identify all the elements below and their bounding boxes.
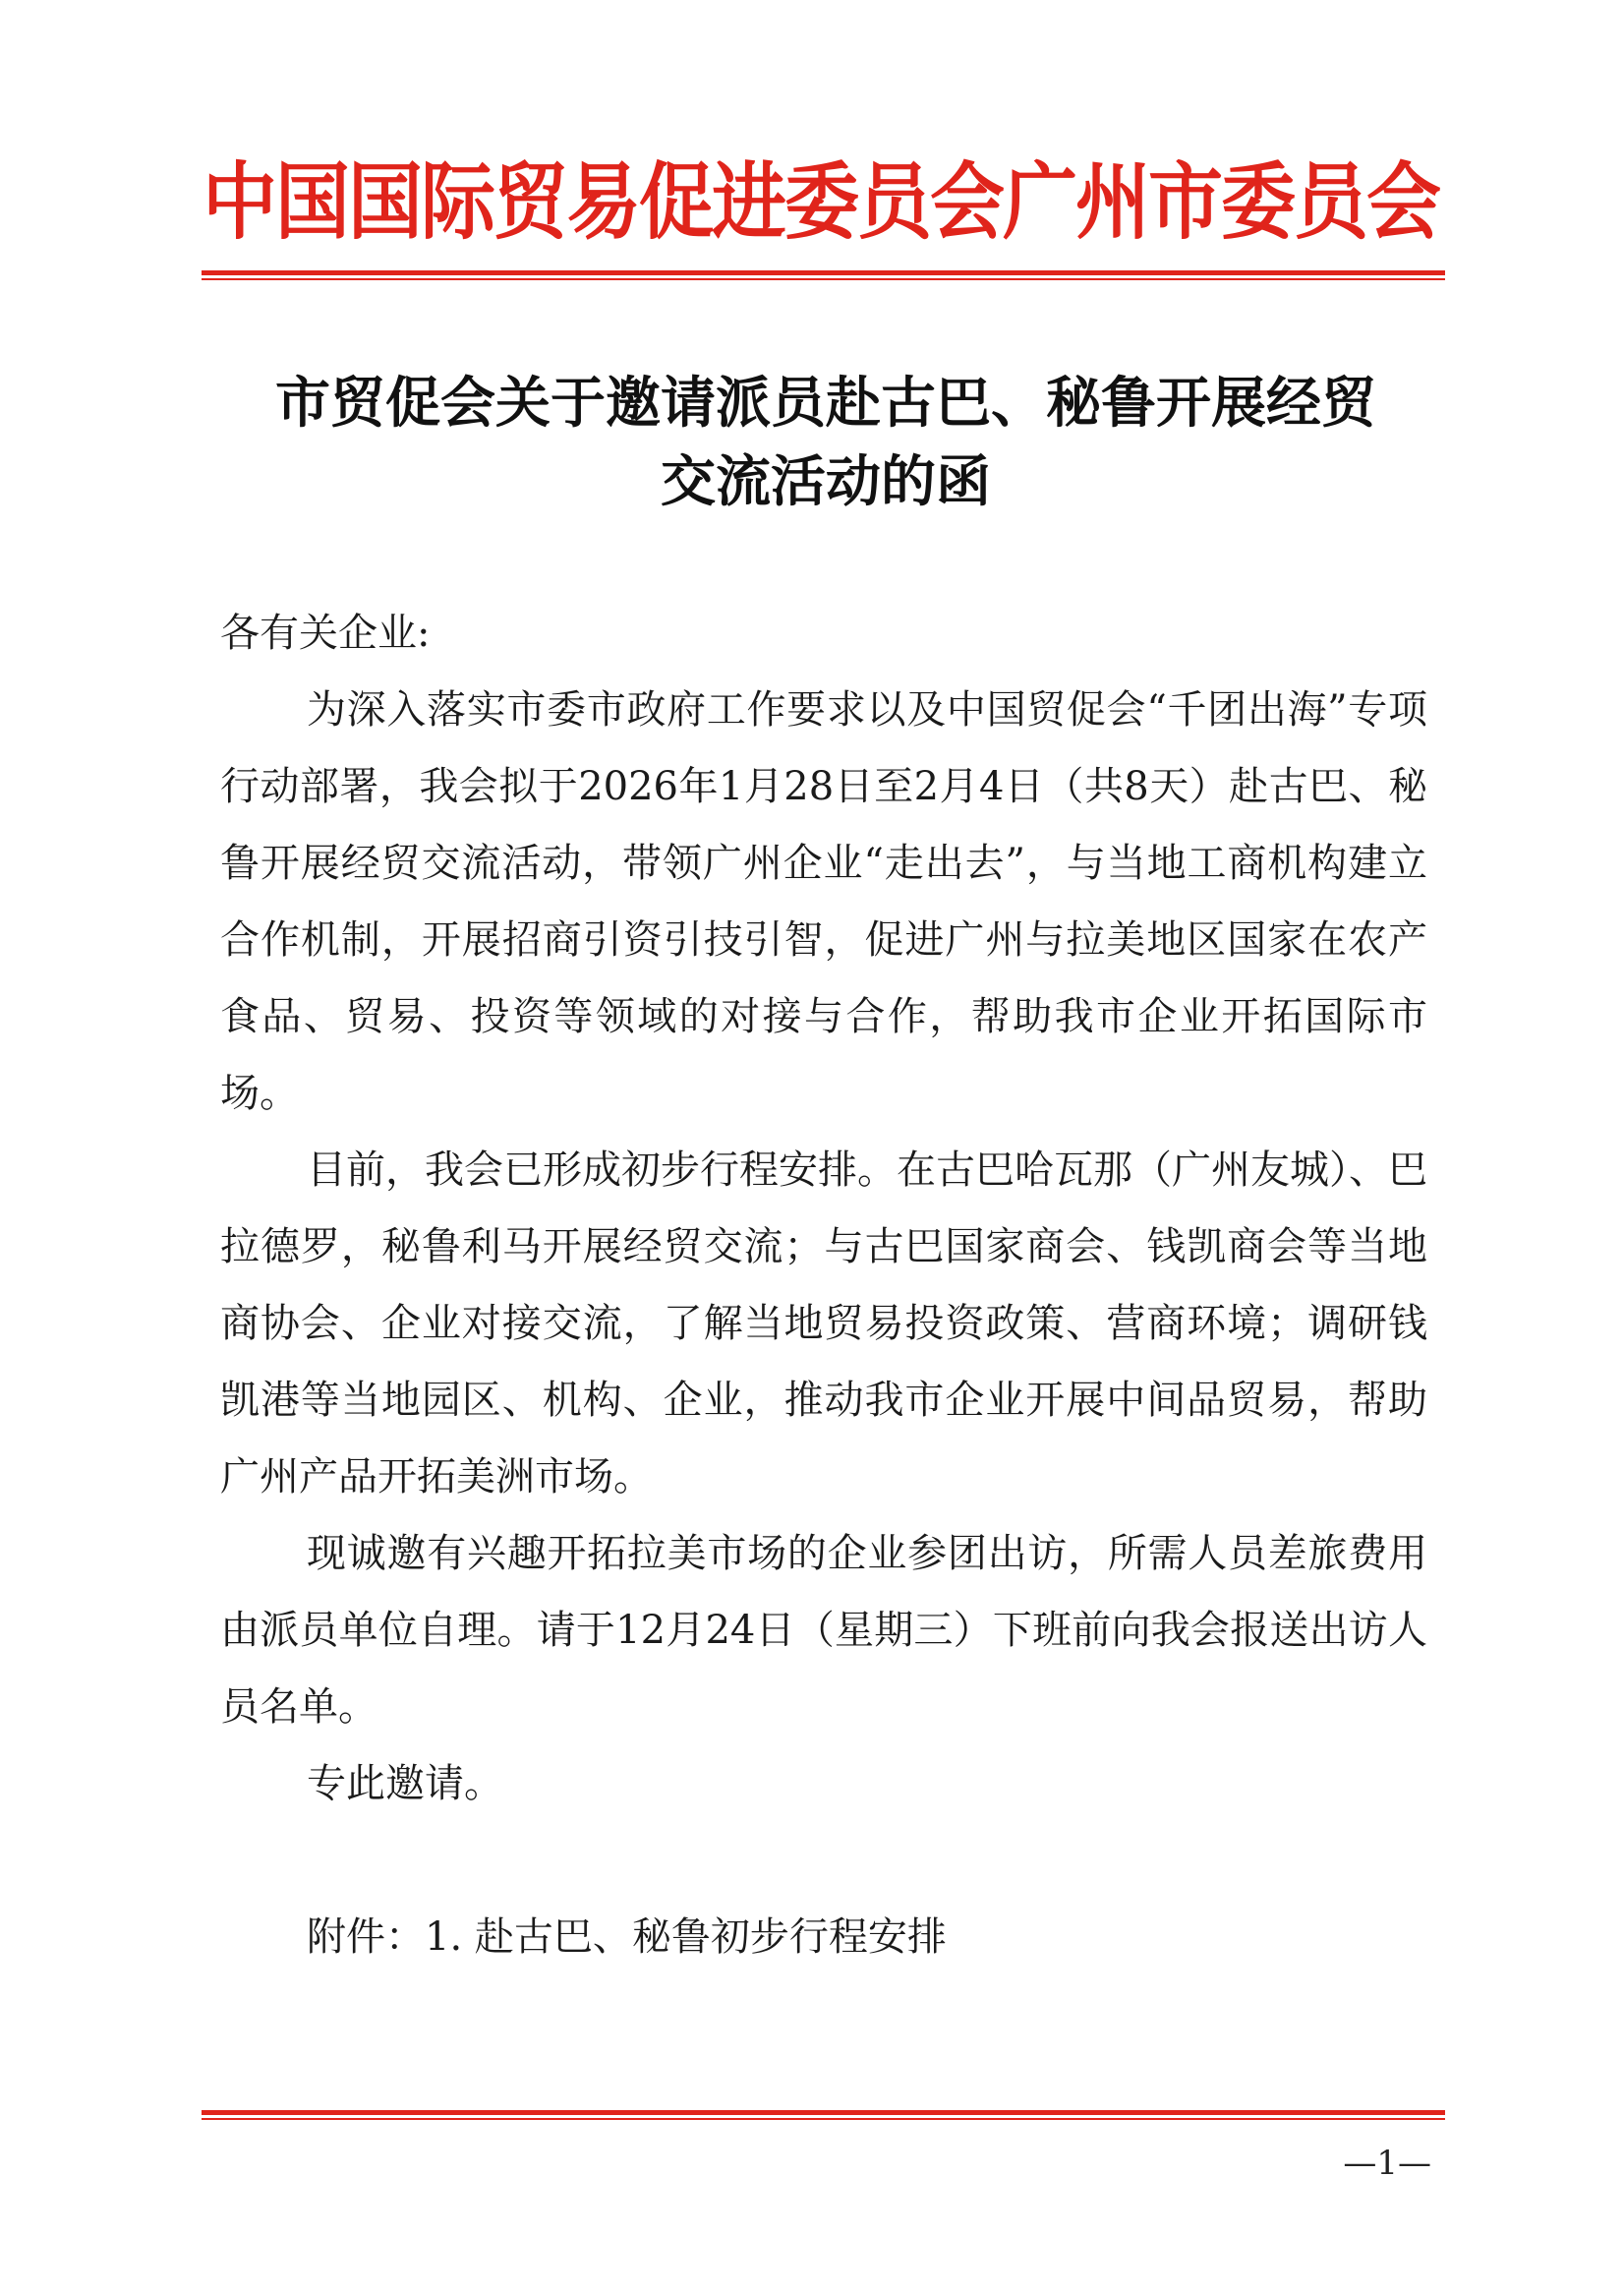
title-line-1: 市贸促会关于邀请派员赴古巴、秘鲁开展经贸 bbox=[275, 371, 1376, 436]
rule-thick-line bbox=[202, 270, 1445, 275]
rule-thick-line bbox=[202, 2110, 1445, 2115]
letterhead-red-rule bbox=[202, 270, 1445, 280]
document-body bbox=[220, 595, 1427, 1975]
body-paragraph-3: 现诚邀有兴趣开拓拉美市场的企业参团出访，所需人员差旅费用由派员单位自理。请于12月24日（星期三）下班前向我会报送出访人员名单。 bbox=[220, 1531, 1427, 1730]
paragraph-spacer bbox=[220, 1822, 1427, 1899]
document-title bbox=[226, 364, 1425, 521]
page-number: —1— bbox=[1343, 2144, 1431, 2183]
body-paragraph-2: 目前，我会已形成初步行程安排。在古巴哈瓦那（广州友城）、巴拉德罗，秘鲁利马开展经贸交流；与古巴国家商会、钱凯商会等当地商协会、企业对接交流，了解当地贸易投资政策、营商环境；调研钱凯港等当地园区、机构、企业，推动我市企业开展中间品贸易，帮助广州产品开拓美洲市场。 bbox=[220, 1147, 1427, 1500]
footer-red-rule bbox=[202, 2110, 1445, 2120]
closing-line: 专此邀请。 bbox=[307, 1761, 503, 1806]
rule-thin-line bbox=[202, 278, 1445, 280]
salutation: 各有关企业: bbox=[220, 611, 431, 656]
attachment-line: 附件：1. 赴古巴、秘鲁初步行程安排 bbox=[307, 1914, 947, 1960]
title-line-2: 交流活动的函 bbox=[661, 449, 991, 514]
body-paragraph-1: 为深入落实市委市政府工作要求以及中国贸促会“千团出海”专项行动部署，我会拟于2026年1月28日至2月4日（共8天）赴古巴、秘鲁开展经贸交流活动，带领广州企业“走出去”，与当地工商机构建立合作机制，开展招商引资引技引智，促进广州与拉美地区国家在农产食品、贸易、投资等领域的对接与合作，帮助我市企业开拓国际市场。 bbox=[220, 687, 1427, 1116]
rule-thin-line bbox=[202, 2118, 1445, 2120]
letterhead-org-name: 中国国际贸易促进委员会广州市委员会 bbox=[203, 152, 1439, 252]
